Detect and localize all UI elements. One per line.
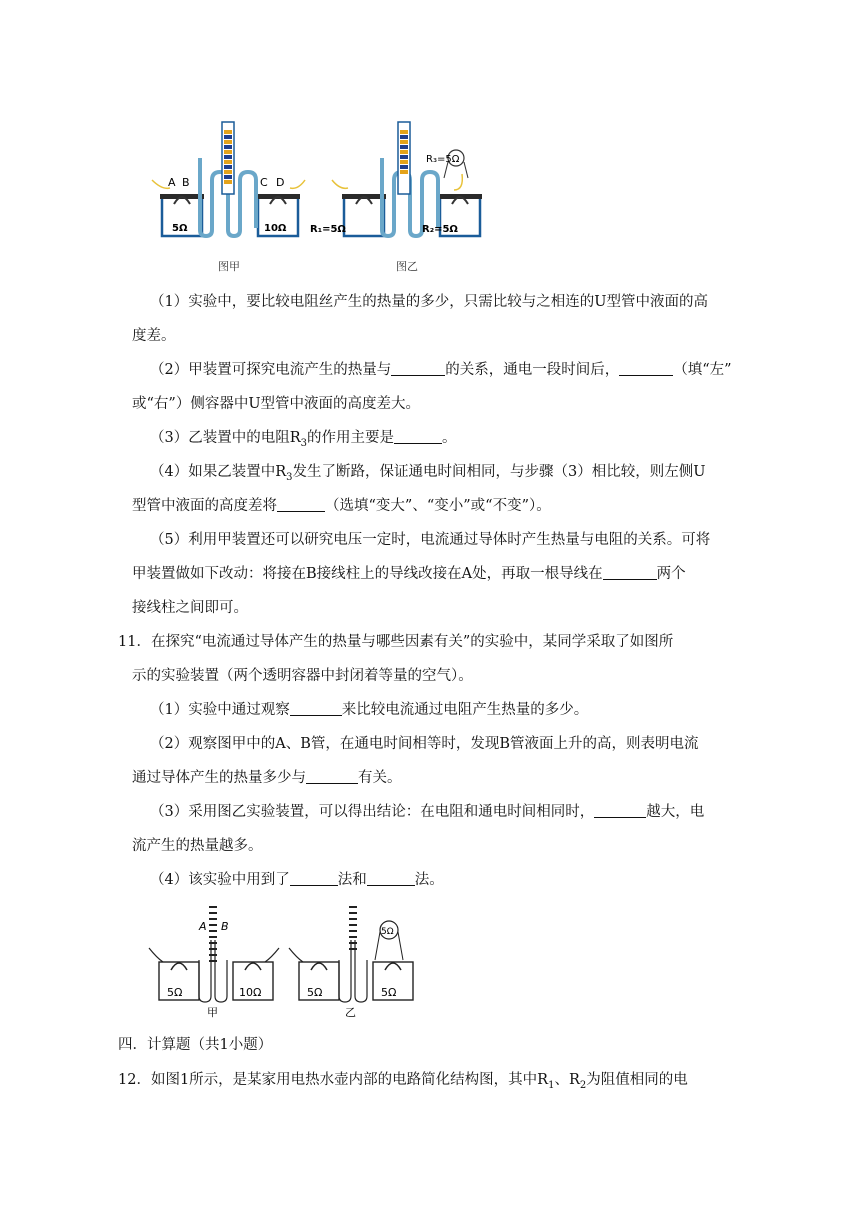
fig2-jia-r-left: 5Ω (167, 986, 183, 999)
q11-part3-line1 (0, 802, 704, 822)
q11-part1-blank[interactable] (290, 701, 342, 716)
section-4-title: 四．计算题（共1小题） (118, 1037, 273, 1053)
figure2-yi (289, 906, 413, 1019)
q10-part1-line1 (0, 292, 708, 312)
jia-resistor-left: 5Ω (172, 223, 188, 234)
q10-part3-blank[interactable] (394, 429, 442, 444)
q10-part4-blank[interactable] (277, 497, 325, 512)
q10-part4-text-c: 型管中液面的高度差将 (132, 498, 277, 514)
q10-part4-sub: 3 (286, 471, 293, 483)
q10-part1-line2 (0, 326, 176, 346)
q11-part3-text-c: 流产生的热量越多。 (132, 838, 263, 854)
section-4-heading (0, 1035, 272, 1055)
q11-part2-blank[interactable] (306, 769, 358, 784)
q10-part2-blank-2[interactable] (619, 361, 673, 376)
q10-part2-text-c: （填“左” (673, 362, 732, 378)
fig2-yi-r-external: 5Ω (381, 927, 394, 937)
q11-part4-text-c: 法。 (414, 872, 444, 888)
jia-label-a: A (168, 176, 176, 189)
figure2-yi-caption: 乙 (345, 1006, 356, 1019)
fig2-yi-r-left: 5Ω (307, 986, 323, 999)
q11-part3-line2 (0, 836, 263, 856)
q10-part5-text-a: （5）利用甲装置还可以研究电压一定时，电流通过导体时产生热量与电阻的关系。可将 (150, 532, 711, 548)
q10-part4-text-d: （选填“变大”、“变小”或“不变”）。 (325, 498, 551, 514)
figure-2-apparatus (145, 900, 435, 1022)
q11-part3-text-b: 越大，电 (646, 804, 705, 820)
q11-stem-line1 (0, 632, 673, 652)
q11-part1-text-b: 来比较电流通过电阻产生热量的多少。 (341, 702, 589, 718)
q10-part2-line2 (0, 394, 420, 414)
q10-part4-text-b: 发生了断路，保证通电时间相同，与步骤（3）相比较，则左侧U (292, 464, 706, 480)
q10-part4-line1 (0, 462, 705, 488)
q11-part4-line (0, 870, 444, 890)
q12-text-a: 12．如图1所示，是某家用电热水壶内部的电路简化结构图，其中R (118, 1072, 549, 1088)
q10-part5-text-c: 两个 (656, 566, 686, 582)
q10-part5-blank[interactable] (603, 565, 657, 580)
q11-part2-line2 (0, 768, 402, 788)
q12-text-b: 、R (554, 1072, 580, 1088)
q11-part4-blank-1[interactable] (290, 871, 338, 886)
q10-part3-text-c: 。 (442, 430, 457, 446)
q10-part4-line2 (0, 496, 551, 516)
figure-yi-caption: 图乙 (396, 260, 418, 273)
figure-1-apparatus (140, 118, 500, 278)
yi-r2-label: R₂=5Ω (422, 224, 458, 235)
q11-part2-text-b: 通过导体产生的热量多少与 (132, 770, 306, 786)
jia-label-b: B (182, 176, 190, 189)
q10-part2-line1 (0, 360, 732, 380)
fig2-label-a: A (199, 920, 207, 933)
q10-part2-text-cont: 或“右”）侧容器中U型管中液面的高度差大。 (132, 396, 421, 412)
q12-sub-2: 2 (579, 1079, 587, 1091)
jia-resistor-right: 10Ω (264, 223, 287, 234)
figure2-jia (149, 906, 279, 1019)
q10-part5-text-d: 接线柱之间即可。 (132, 600, 248, 616)
q12-sub-1: 1 (548, 1079, 555, 1091)
q10-part1-text-cont: 度差。 (132, 328, 176, 344)
figure-yi (310, 122, 482, 273)
q10-part1-text: （1）实验中，要比较电阻丝产生的热量的多少，只需比较与之相连的U型管中液面的高 (150, 294, 708, 310)
fig2-yi-r-right: 5Ω (381, 986, 397, 999)
q11-part2-text-c: 有关。 (358, 770, 402, 786)
q11-part2-text-a: （2）观察图甲中的A、B管，在通电时间相等时，发现B管液面上升的高，则表明电流 (150, 736, 699, 752)
q11-part4-text-b: 法和 (337, 872, 367, 888)
q10-part2-text-a: （2）甲装置可探究电流产生的热量与 (150, 362, 392, 378)
q11-part4-text-a: （4）该实验中用到了 (150, 872, 290, 888)
q10-part5-line1 (0, 530, 710, 550)
figure-jia (152, 122, 305, 273)
yi-r3-label: R₃=5Ω (426, 154, 460, 165)
figure-jia-caption: 图甲 (218, 260, 240, 273)
q11-part1-line (0, 700, 588, 720)
q10-part5-line2 (0, 564, 686, 584)
q12-stem-line1 (0, 1070, 688, 1096)
q11-part4-blank-2[interactable] (367, 871, 415, 886)
jia-label-d: D (276, 176, 285, 189)
q11-stem-line2 (0, 666, 473, 686)
q11-stem-text-cont: 示的实验装置（两个透明容器中封闭着等量的空气）。 (132, 668, 473, 684)
figure2-jia-caption: 甲 (207, 1006, 218, 1019)
q10-part5-line3 (0, 598, 248, 618)
jia-label-c: C (260, 176, 268, 189)
q10-part3-line (0, 428, 457, 454)
q12-text-c: 为阻值相同的电 (586, 1072, 688, 1088)
fig2-label-b: B (221, 920, 229, 933)
q11-stem-text: 11．在探究“电流通过导体产生的热量与哪些因素有关”的实验中，某同学采取了如图所 (118, 634, 674, 650)
q10-part2-text-b: 的关系，通电一段时间后， (445, 362, 620, 378)
q11-part3-text-a: （3）采用图乙实验装置，可以得出结论：在电阻和通电时间相同时， (150, 804, 595, 820)
q10-part3-sub: 3 (300, 437, 308, 449)
q10-part2-blank-1[interactable] (391, 361, 445, 376)
q10-part5-text-b: 甲装置做如下改动：将接在B接线柱上的导线改接在A处，再取一根导线在 (132, 566, 603, 582)
q10-part3-text-b: 的作用主要是 (307, 430, 395, 446)
q11-part2-line1 (0, 734, 699, 754)
q11-part1-text-a: （1）实验中通过观察 (150, 702, 290, 718)
q10-part3-text-a: （3）乙装置中的电阻R (150, 430, 301, 446)
fig2-jia-r-right: 10Ω (239, 986, 262, 999)
q11-part3-blank[interactable] (594, 803, 646, 818)
yi-r1-label: R₁=5Ω (310, 224, 346, 235)
q10-part4-text-a: （4）如果乙装置中R (150, 464, 287, 480)
